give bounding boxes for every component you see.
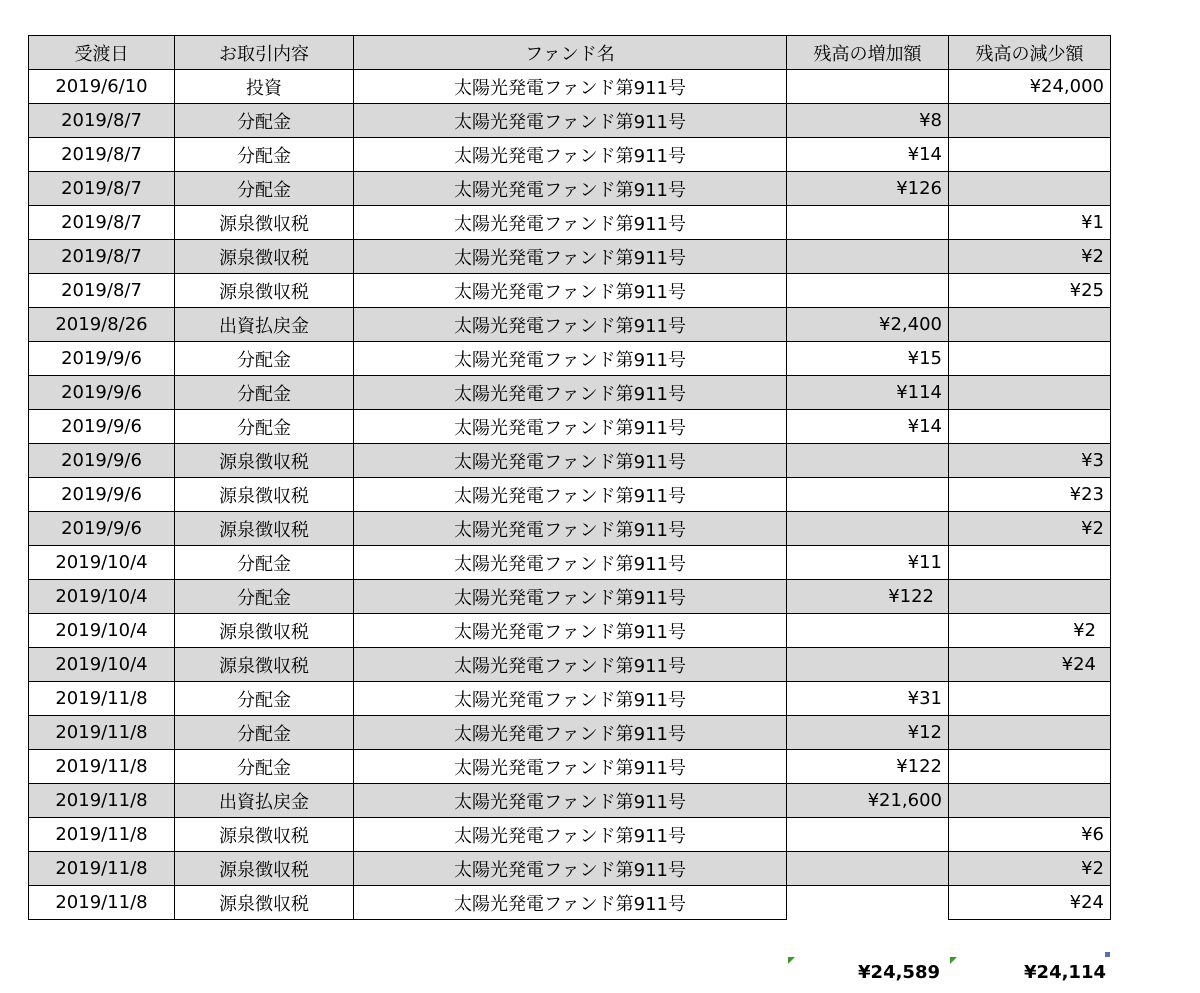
- cell-decrease[interactable]: [949, 138, 1111, 172]
- cell-increase[interactable]: ¥122: [787, 580, 949, 614]
- total-decrease[interactable]: ¥24,114: [1024, 962, 1106, 983]
- cell-increase[interactable]: [787, 206, 949, 240]
- cell-date[interactable]: 2019/8/7: [29, 138, 175, 172]
- cell-fund-name[interactable]: 太陽光発電ファンド第911号: [354, 138, 787, 172]
- cell-decrease[interactable]: ¥1: [949, 206, 1111, 240]
- cell-date[interactable]: 2019/8/7: [29, 104, 175, 138]
- table-row: [29, 206, 1111, 240]
- cell-date[interactable]: 2019/9/6: [29, 342, 175, 376]
- cell-fund-name[interactable]: 太陽光発電ファンド第911号: [354, 716, 787, 750]
- table-row: [29, 852, 1111, 886]
- table-row: [29, 886, 1111, 920]
- cell-decrease[interactable]: [949, 410, 1111, 444]
- cell-increase[interactable]: ¥31: [787, 682, 949, 716]
- cell-transaction-type[interactable]: 分配金: [175, 580, 354, 614]
- header-decrease[interactable]: 残高の減少額: [949, 36, 1111, 70]
- cell-date[interactable]: 2019/6/10: [29, 70, 175, 104]
- cell-decrease[interactable]: ¥24: [949, 648, 1111, 682]
- cell-increase[interactable]: ¥11: [787, 546, 949, 580]
- cell-date[interactable]: 2019/11/8: [29, 886, 175, 920]
- cell-date[interactable]: 2019/8/7: [29, 206, 175, 240]
- cell-increase[interactable]: ¥12: [787, 716, 949, 750]
- cell-increase[interactable]: ¥21,600: [787, 784, 949, 818]
- cell-decrease[interactable]: ¥2: [949, 512, 1111, 546]
- cell-transaction-type[interactable]: 分配金: [175, 410, 354, 444]
- cell-decrease[interactable]: ¥2: [949, 240, 1111, 274]
- cell-fund-name[interactable]: 太陽光発電ファンド第911号: [354, 648, 787, 682]
- cell-transaction-type[interactable]: 源泉徴収税: [175, 240, 354, 274]
- cell-transaction-type[interactable]: 出資払戻金: [175, 308, 354, 342]
- cell-decrease[interactable]: [949, 784, 1111, 818]
- cell-fund-name[interactable]: 太陽光発電ファンド第911号: [354, 104, 787, 138]
- cell-transaction-type[interactable]: 分配金: [175, 546, 354, 580]
- cell-increase[interactable]: ¥2,400: [787, 308, 949, 342]
- table-row: [29, 682, 1111, 716]
- cell-transaction-type[interactable]: 分配金: [175, 104, 354, 138]
- header-row: [29, 36, 1111, 70]
- table-row: [29, 580, 1111, 614]
- cell-fund-name[interactable]: 太陽光発電ファンド第911号: [354, 308, 787, 342]
- cell-transaction-type[interactable]: 源泉徴収税: [175, 886, 354, 920]
- cell-date[interactable]: 2019/10/4: [29, 580, 175, 614]
- cell-decrease[interactable]: ¥3: [949, 444, 1111, 478]
- transaction-sheet: [28, 35, 1111, 920]
- cell-fund-name[interactable]: 太陽光発電ファンド第911号: [354, 546, 787, 580]
- cell-decrease[interactable]: ¥25: [949, 274, 1111, 308]
- cell-fund-name[interactable]: 太陽光発電ファンド第911号: [354, 852, 787, 886]
- cell-fund-name[interactable]: 太陽光発電ファンド第911号: [354, 580, 787, 614]
- cell-increase[interactable]: [787, 648, 949, 682]
- cell-decrease[interactable]: [949, 580, 1111, 614]
- cell-date[interactable]: 2019/10/4: [29, 614, 175, 648]
- cell-increase[interactable]: ¥122: [787, 750, 949, 784]
- cell-transaction-type[interactable]: 分配金: [175, 376, 354, 410]
- cell-transaction-type[interactable]: 源泉徴収税: [175, 818, 354, 852]
- cell-decrease[interactable]: [949, 104, 1111, 138]
- cell-fund-name[interactable]: 太陽光発電ファンド第911号: [354, 478, 787, 512]
- table-row: [29, 614, 1111, 648]
- cell-transaction-type[interactable]: 源泉徴収税: [175, 274, 354, 308]
- cell-transaction-type[interactable]: 源泉徴収税: [175, 478, 354, 512]
- header-date[interactable]: 受渡日: [29, 36, 175, 70]
- cell-transaction-type[interactable]: 源泉徴収税: [175, 206, 354, 240]
- table-row: [29, 308, 1111, 342]
- table-row: [29, 546, 1111, 580]
- cell-increase[interactable]: ¥14: [787, 138, 949, 172]
- cell-increase[interactable]: [787, 70, 949, 104]
- cell-transaction-type[interactable]: 源泉徴収税: [175, 512, 354, 546]
- cell-date[interactable]: 2019/10/4: [29, 546, 175, 580]
- cell-decrease[interactable]: ¥6: [949, 818, 1111, 852]
- table-row: [29, 376, 1111, 410]
- cell-decrease[interactable]: [949, 716, 1111, 750]
- cell-fund-name[interactable]: 太陽光発電ファンド第911号: [354, 886, 787, 920]
- cell-date[interactable]: 2019/11/8: [29, 852, 175, 886]
- cell-fund-name[interactable]: 太陽光発電ファンド第911号: [354, 274, 787, 308]
- cell-transaction-type[interactable]: 出資払戻金: [175, 784, 354, 818]
- cell-fund-name[interactable]: 太陽光発電ファンド第911号: [354, 614, 787, 648]
- cell-date[interactable]: 2019/11/8: [29, 784, 175, 818]
- cell-increase[interactable]: ¥8: [787, 104, 949, 138]
- cell-date[interactable]: 2019/9/6: [29, 478, 175, 512]
- cell-date[interactable]: 2019/9/6: [29, 444, 175, 478]
- cell-decrease[interactable]: [949, 342, 1111, 376]
- table-row: [29, 172, 1111, 206]
- cell-transaction-type[interactable]: 分配金: [175, 138, 354, 172]
- table-row: [29, 274, 1111, 308]
- cell-decrease[interactable]: [949, 750, 1111, 784]
- cell-transaction-type[interactable]: 分配金: [175, 342, 354, 376]
- cell-decrease[interactable]: ¥2: [949, 852, 1111, 886]
- cell-transaction-type[interactable]: 分配金: [175, 750, 354, 784]
- cell-date[interactable]: 2019/11/8: [29, 750, 175, 784]
- cell-decrease[interactable]: ¥24,000: [949, 70, 1111, 104]
- cell-increase[interactable]: [787, 818, 949, 852]
- cell-transaction-type[interactable]: 分配金: [175, 682, 354, 716]
- cell-increase[interactable]: ¥14: [787, 410, 949, 444]
- table-row: [29, 240, 1111, 274]
- table-row: [29, 444, 1111, 478]
- cell-date[interactable]: 2019/11/8: [29, 716, 175, 750]
- cell-date[interactable]: 2019/8/26: [29, 308, 175, 342]
- cell-fund-name[interactable]: 太陽光発電ファンド第911号: [354, 240, 787, 274]
- table-row: [29, 138, 1111, 172]
- cell-transaction-type[interactable]: 源泉徴収税: [175, 614, 354, 648]
- fill-handle-icon[interactable]: [1105, 952, 1110, 957]
- cell-increase[interactable]: [787, 512, 949, 546]
- table-row: [29, 478, 1111, 512]
- cell-fund-name[interactable]: 太陽光発電ファンド第911号: [354, 410, 787, 444]
- total-increase[interactable]: ¥24,589: [858, 962, 940, 983]
- cell-increase[interactable]: [787, 274, 949, 308]
- cell-increase[interactable]: [787, 614, 949, 648]
- cell-date[interactable]: 2019/11/8: [29, 818, 175, 852]
- header-increase[interactable]: 残高の増加額: [787, 36, 949, 70]
- cell-fund-name[interactable]: 太陽光発電ファンド第911号: [354, 512, 787, 546]
- totals-row: [0, 957, 1200, 993]
- cell-fund-name[interactable]: 太陽光発電ファンド第911号: [354, 376, 787, 410]
- cell-decrease[interactable]: [949, 308, 1111, 342]
- cell-fund-name[interactable]: 太陽光発電ファンド第911号: [354, 750, 787, 784]
- cell-fund-name[interactable]: 太陽光発電ファンド第911号: [354, 206, 787, 240]
- cell-decrease[interactable]: ¥2: [949, 614, 1111, 648]
- cell-transaction-type[interactable]: 投資: [175, 70, 354, 104]
- table-row: [29, 512, 1111, 546]
- header-fund-name[interactable]: ファンド名: [354, 36, 787, 70]
- cell-increase[interactable]: [787, 852, 949, 886]
- cell-increase[interactable]: [787, 240, 949, 274]
- table-row: [29, 104, 1111, 138]
- cell-transaction-type[interactable]: 源泉徴収税: [175, 648, 354, 682]
- cell-decrease[interactable]: ¥23: [949, 478, 1111, 512]
- cell-increase[interactable]: [787, 886, 949, 920]
- table-row: [29, 784, 1111, 818]
- table-row: [29, 750, 1111, 784]
- cell-increase[interactable]: ¥126: [787, 172, 949, 206]
- cell-fund-name[interactable]: 太陽光発電ファンド第911号: [354, 172, 787, 206]
- cell-fund-name[interactable]: 太陽光発電ファンド第911号: [354, 342, 787, 376]
- cell-increase[interactable]: [787, 478, 949, 512]
- cell-date[interactable]: 2019/9/6: [29, 512, 175, 546]
- cell-transaction-type[interactable]: 源泉徴収税: [175, 444, 354, 478]
- table-row: [29, 70, 1111, 104]
- cell-fund-name[interactable]: 太陽光発電ファンド第911号: [354, 444, 787, 478]
- table-row: [29, 410, 1111, 444]
- cell-date[interactable]: 2019/8/7: [29, 172, 175, 206]
- cell-decrease[interactable]: [949, 376, 1111, 410]
- table-row: [29, 648, 1111, 682]
- cell-increase[interactable]: ¥15: [787, 342, 949, 376]
- cell-date[interactable]: 2019/10/4: [29, 648, 175, 682]
- cell-date[interactable]: 2019/9/6: [29, 410, 175, 444]
- cell-fund-name[interactable]: 太陽光発電ファンド第911号: [354, 784, 787, 818]
- cell-decrease[interactable]: ¥24: [949, 886, 1111, 920]
- cell-decrease[interactable]: [949, 546, 1111, 580]
- table-body: [29, 70, 1111, 920]
- cell-fund-name[interactable]: 太陽光発電ファンド第911号: [354, 818, 787, 852]
- cell-fund-name[interactable]: 太陽光発電ファンド第911号: [354, 682, 787, 716]
- table-row: [29, 818, 1111, 852]
- cell-transaction-type[interactable]: 分配金: [175, 172, 354, 206]
- header-transaction-type[interactable]: お取引内容: [175, 36, 354, 70]
- table-row: [29, 716, 1111, 750]
- cell-increase[interactable]: ¥114: [787, 376, 949, 410]
- cell-date[interactable]: 2019/9/6: [29, 376, 175, 410]
- cell-date[interactable]: 2019/8/7: [29, 274, 175, 308]
- transaction-table: [28, 35, 1111, 920]
- cell-decrease[interactable]: [949, 172, 1111, 206]
- cell-fund-name[interactable]: 太陽光発電ファンド第911号: [354, 70, 787, 104]
- cell-decrease[interactable]: [949, 682, 1111, 716]
- table-row: [29, 342, 1111, 376]
- cell-date[interactable]: 2019/11/8: [29, 682, 175, 716]
- cell-transaction-type[interactable]: 分配金: [175, 716, 354, 750]
- cell-increase[interactable]: [787, 444, 949, 478]
- cell-transaction-type[interactable]: 源泉徴収税: [175, 852, 354, 886]
- cell-date[interactable]: 2019/8/7: [29, 240, 175, 274]
